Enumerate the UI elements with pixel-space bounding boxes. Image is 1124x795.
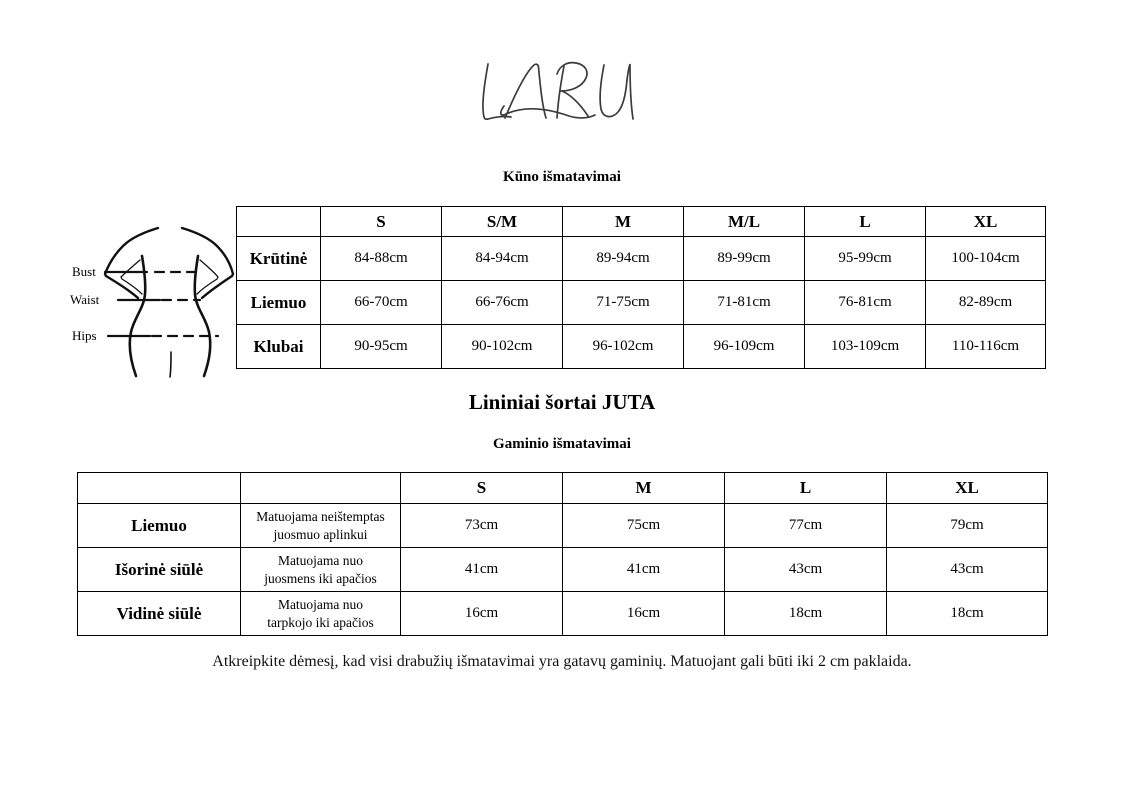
corner-cell: [237, 207, 321, 237]
figure-label-waist: Waist: [70, 292, 100, 307]
laru-logo: [477, 58, 647, 130]
table-row: [237, 237, 1046, 281]
size-col-header: M: [563, 207, 684, 237]
size-value-cell: 90-102cm: [442, 325, 563, 369]
size-value-cell: 110-116cm: [926, 325, 1046, 369]
measure-description-cell: [241, 504, 401, 548]
size-value-cell: 89-99cm: [684, 237, 805, 281]
size-col-header: XL: [887, 473, 1048, 504]
size-value-cell: 73cm: [401, 504, 563, 548]
table-row: [78, 592, 1048, 636]
size-value-cell: 79cm: [887, 504, 1048, 548]
size-col-header: L: [805, 207, 926, 237]
size-value-cell: 103-109cm: [805, 325, 926, 369]
description-line: Matuojama nuo: [277, 596, 364, 612]
size-col-header: L: [725, 473, 887, 504]
size-value-cell: 41cm: [563, 548, 725, 592]
measure-description-cell: [241, 592, 401, 636]
size-value-cell: 43cm: [725, 548, 887, 592]
size-value-cell: 84-88cm: [321, 237, 442, 281]
size-value-cell: 100-104cm: [926, 237, 1046, 281]
table-header-row: [237, 207, 1046, 237]
size-value-cell: 18cm: [887, 592, 1048, 636]
size-value-cell: 16cm: [401, 592, 563, 636]
body-measurements-table: [236, 206, 1046, 369]
description-line: Matuojama nuo: [277, 552, 364, 568]
product-title: Lininiai šortai JUTA: [468, 390, 656, 414]
row-label-cell: Krūtinė: [237, 237, 321, 281]
row-label-cell: Liemuo: [237, 281, 321, 325]
table-row: [78, 504, 1048, 548]
row-label-cell: Išorinė siūlė: [78, 548, 241, 592]
size-value-cell: 96-109cm: [684, 325, 805, 369]
size-value-cell: 66-76cm: [442, 281, 563, 325]
size-value-cell: 82-89cm: [926, 281, 1046, 325]
size-value-cell: 16cm: [563, 592, 725, 636]
size-value-cell: 90-95cm: [321, 325, 442, 369]
size-value-cell: 75cm: [563, 504, 725, 548]
description-line: tarpkojo iki apačios: [267, 614, 374, 630]
table-row: [237, 325, 1046, 369]
size-col-header: S/M: [442, 207, 563, 237]
size-value-cell: 66-70cm: [321, 281, 442, 325]
size-col-header: S: [321, 207, 442, 237]
size-value-cell: 96-102cm: [563, 325, 684, 369]
table-header-row: [78, 473, 1048, 504]
size-col-header: M: [563, 473, 725, 504]
body-measurements-title: Kūno išmatavimai: [503, 169, 621, 185]
description-line: Matuojama neištemptas: [256, 508, 385, 524]
description-line: juosmuo aplinkui: [273, 526, 368, 542]
description-line: juosmens iki apačios: [264, 570, 377, 586]
size-col-header: M/L: [684, 207, 805, 237]
product-measurements-subtitle: Gaminio išmatavimai: [493, 436, 631, 452]
size-col-header: XL: [926, 207, 1046, 237]
figure-label-hips: Hips: [72, 328, 97, 343]
corner-cell: [78, 473, 241, 504]
table-row: [237, 281, 1046, 325]
size-value-cell: 84-94cm: [442, 237, 563, 281]
size-value-cell: 18cm: [725, 592, 887, 636]
measure-description-cell: [241, 548, 401, 592]
table-row: [78, 548, 1048, 592]
tolerance-note: Atkreipkite dėmesį, kad visi drabužių išmatavimai yra gatavų gaminių. Matuojant gali būti iki 2 cm paklaida.: [212, 653, 912, 670]
size-col-header: S: [401, 473, 563, 504]
size-value-cell: 71-75cm: [563, 281, 684, 325]
row-label-cell: Vidinė siūlė: [78, 592, 241, 636]
corner-cell: [241, 473, 401, 504]
row-label-cell: Liemuo: [78, 504, 241, 548]
size-value-cell: 77cm: [725, 504, 887, 548]
size-value-cell: 43cm: [887, 548, 1048, 592]
size-value-cell: 95-99cm: [805, 237, 926, 281]
size-value-cell: 71-81cm: [684, 281, 805, 325]
row-label-cell: Klubai: [237, 325, 321, 369]
figure-label-bust: Bust: [72, 264, 96, 279]
product-measurements-table: [77, 472, 1048, 636]
size-value-cell: 89-94cm: [563, 237, 684, 281]
size-value-cell: 76-81cm: [805, 281, 926, 325]
size-value-cell: 41cm: [401, 548, 563, 592]
